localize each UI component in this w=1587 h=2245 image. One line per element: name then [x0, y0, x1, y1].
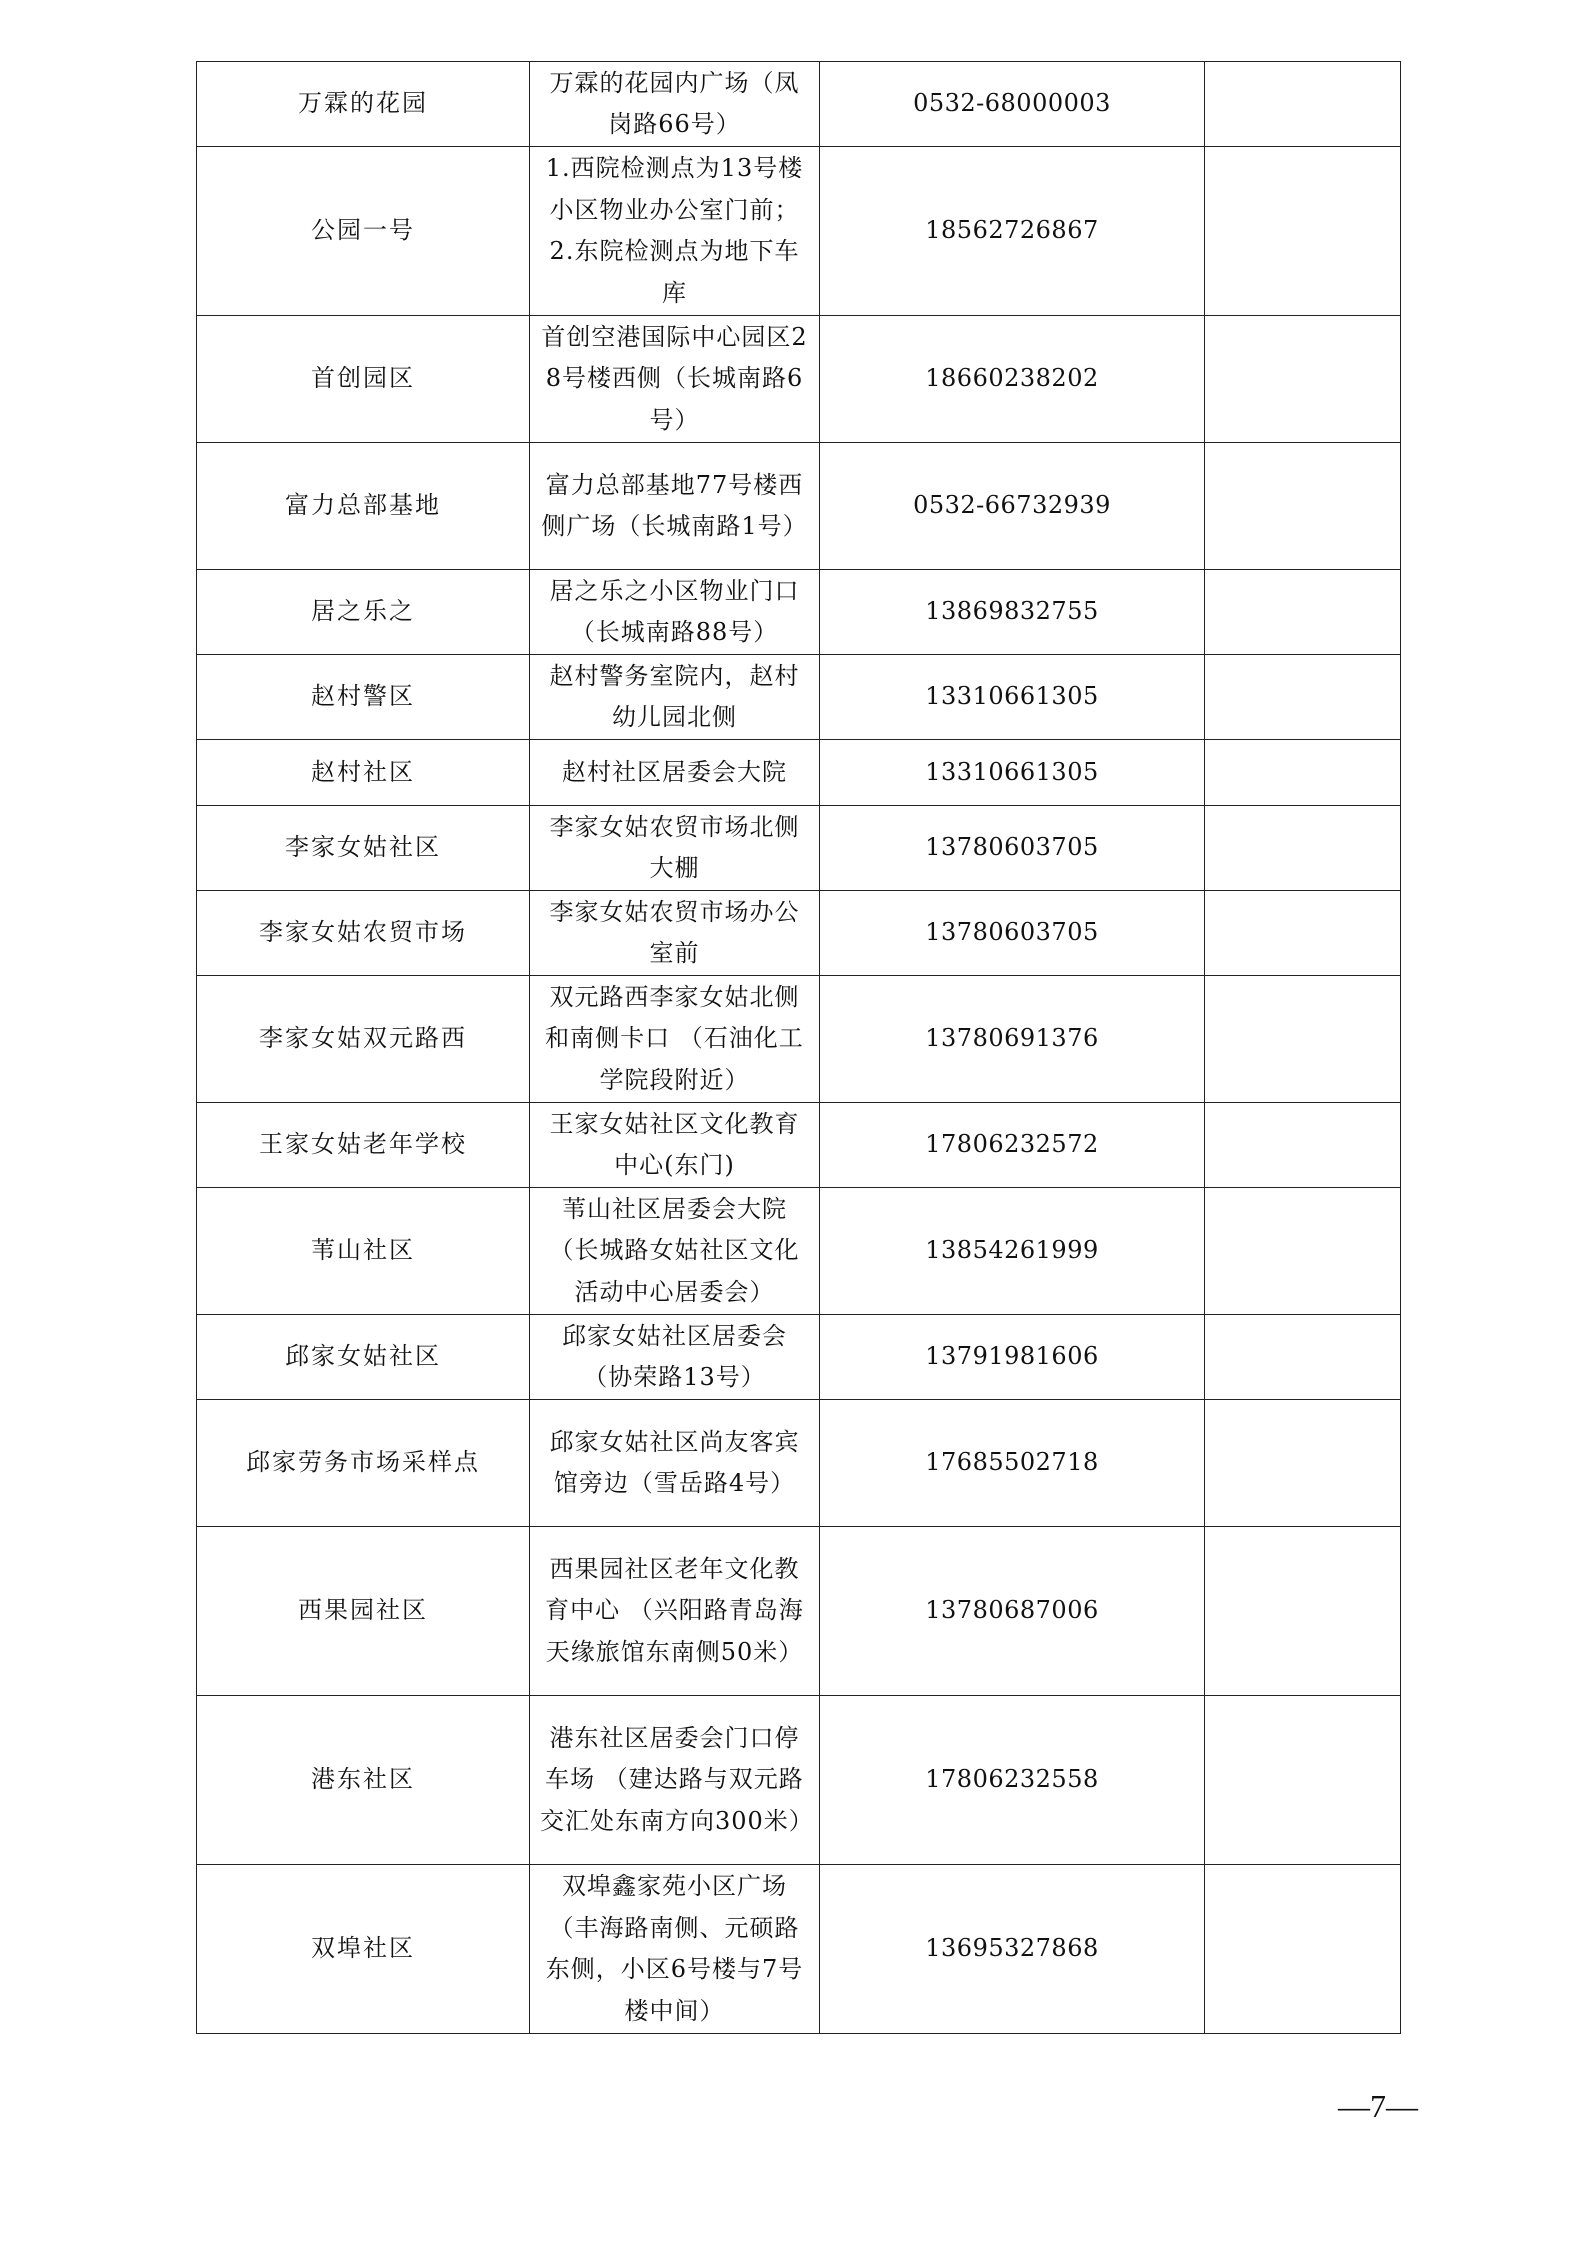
site-address-cell: 李家女姑农贸市场北侧大棚 [530, 806, 820, 891]
site-name-cell: 富力总部基地 [197, 443, 530, 570]
site-phone-cell: 13854261999 [820, 1188, 1205, 1315]
site-phone-cell: 13780691376 [820, 976, 1205, 1103]
site-address-cell: 邱家女姑社区尚友客宾馆旁边（雪岳路4号） [530, 1400, 820, 1527]
site-name-cell: 李家女姑社区 [197, 806, 530, 891]
site-note-cell [1205, 316, 1401, 443]
table-row [197, 1865, 1401, 2034]
site-address-cell: 港东社区居委会门口停车场 （建达路与双元路交汇处东南方向300米） [530, 1696, 820, 1865]
table-body [197, 62, 1401, 2034]
site-name-cell: 赵村社区 [197, 740, 530, 806]
site-phone-cell: 17806232572 [820, 1103, 1205, 1188]
testing-sites-table [196, 61, 1401, 2034]
site-note-cell [1205, 443, 1401, 570]
site-phone-cell: 13780687006 [820, 1527, 1205, 1696]
table-row [197, 806, 1401, 891]
site-note-cell [1205, 976, 1401, 1103]
site-note-cell [1205, 655, 1401, 740]
table-row [197, 62, 1401, 147]
site-address-cell: 居之乐之小区物业门口（长城南路88号） [530, 570, 820, 655]
site-note-cell [1205, 147, 1401, 316]
site-phone-cell: 13780603705 [820, 806, 1205, 891]
table-row [197, 891, 1401, 976]
table-row [197, 1188, 1401, 1315]
site-name-cell: 万霖的花园 [197, 62, 530, 147]
site-note-cell [1205, 1696, 1401, 1865]
site-phone-cell: 0532-68000003 [820, 62, 1205, 147]
site-name-cell: 港东社区 [197, 1696, 530, 1865]
site-note-cell [1205, 1103, 1401, 1188]
site-note-cell [1205, 1315, 1401, 1400]
site-name-cell: 李家女姑农贸市场 [197, 891, 530, 976]
table-row [197, 1315, 1401, 1400]
site-phone-cell: 13695327868 [820, 1865, 1205, 2034]
site-address-cell: 西果园社区老年文化教育中心 （兴阳路青岛海天缘旅馆东南侧50米） [530, 1527, 820, 1696]
site-address-cell: 王家女姑社区文化教育中心(东门) [530, 1103, 820, 1188]
table-row [197, 570, 1401, 655]
site-address-cell: 1.西院检测点为13号楼小区物业办公室门前；2.东院检测点为地下车库 [530, 147, 820, 316]
site-address-cell: 苇山社区居委会大院（长城路女姑社区文化活动中心居委会） [530, 1188, 820, 1315]
site-name-cell: 居之乐之 [197, 570, 530, 655]
site-note-cell [1205, 740, 1401, 806]
site-name-cell: 首创园区 [197, 316, 530, 443]
site-name-cell: 赵村警区 [197, 655, 530, 740]
site-phone-cell: 13310661305 [820, 655, 1205, 740]
site-phone-cell: 13791981606 [820, 1315, 1205, 1400]
site-note-cell [1205, 1400, 1401, 1527]
site-phone-cell: 13869832755 [820, 570, 1205, 655]
site-note-cell [1205, 891, 1401, 976]
site-name-cell: 邱家劳务市场采样点 [197, 1400, 530, 1527]
table-row [197, 1527, 1401, 1696]
site-name-cell: 邱家女姑社区 [197, 1315, 530, 1400]
site-address-cell: 赵村警务室院内，赵村幼儿园北侧 [530, 655, 820, 740]
site-phone-cell: 0532-66732939 [820, 443, 1205, 570]
site-address-cell: 首创空港国际中心园区28号楼西侧（长城南路6号） [530, 316, 820, 443]
site-note-cell [1205, 62, 1401, 147]
site-address-cell: 双元路西李家女姑北侧和南侧卡口 （石油化工学院段附近） [530, 976, 820, 1103]
site-address-cell: 富力总部基地77号楼西侧广场（长城南路1号） [530, 443, 820, 570]
table-row [197, 316, 1401, 443]
page-number: —7— [1338, 2088, 1418, 2124]
site-name-cell: 公园一号 [197, 147, 530, 316]
site-name-cell: 王家女姑老年学校 [197, 1103, 530, 1188]
site-phone-cell: 13310661305 [820, 740, 1205, 806]
site-phone-cell: 13780603705 [820, 891, 1205, 976]
site-address-cell: 邱家女姑社区居委会（协荣路13号） [530, 1315, 820, 1400]
table-row [197, 655, 1401, 740]
site-name-cell: 西果园社区 [197, 1527, 530, 1696]
site-name-cell: 苇山社区 [197, 1188, 530, 1315]
site-note-cell [1205, 806, 1401, 891]
site-note-cell [1205, 1188, 1401, 1315]
site-phone-cell: 17685502718 [820, 1400, 1205, 1527]
site-phone-cell: 18562726867 [820, 147, 1205, 316]
site-address-cell: 万霖的花园内广场（凤岗路66号） [530, 62, 820, 147]
site-name-cell: 李家女姑双元路西 [197, 976, 530, 1103]
site-phone-cell: 18660238202 [820, 316, 1205, 443]
site-note-cell [1205, 1527, 1401, 1696]
table-row [197, 443, 1401, 570]
site-address-cell: 赵村社区居委会大院 [530, 740, 820, 806]
table-row [197, 1696, 1401, 1865]
site-note-cell [1205, 570, 1401, 655]
site-note-cell [1205, 1865, 1401, 2034]
table-row [197, 147, 1401, 316]
site-address-cell: 李家女姑农贸市场办公室前 [530, 891, 820, 976]
table-row [197, 1103, 1401, 1188]
table-row [197, 976, 1401, 1103]
site-name-cell: 双埠社区 [197, 1865, 530, 2034]
site-phone-cell: 17806232558 [820, 1696, 1205, 1865]
table-row [197, 740, 1401, 806]
table-row [197, 1400, 1401, 1527]
site-address-cell: 双埠鑫家苑小区广场（丰海路南侧、元硕路东侧，小区6号楼与7号楼中间） [530, 1865, 820, 2034]
